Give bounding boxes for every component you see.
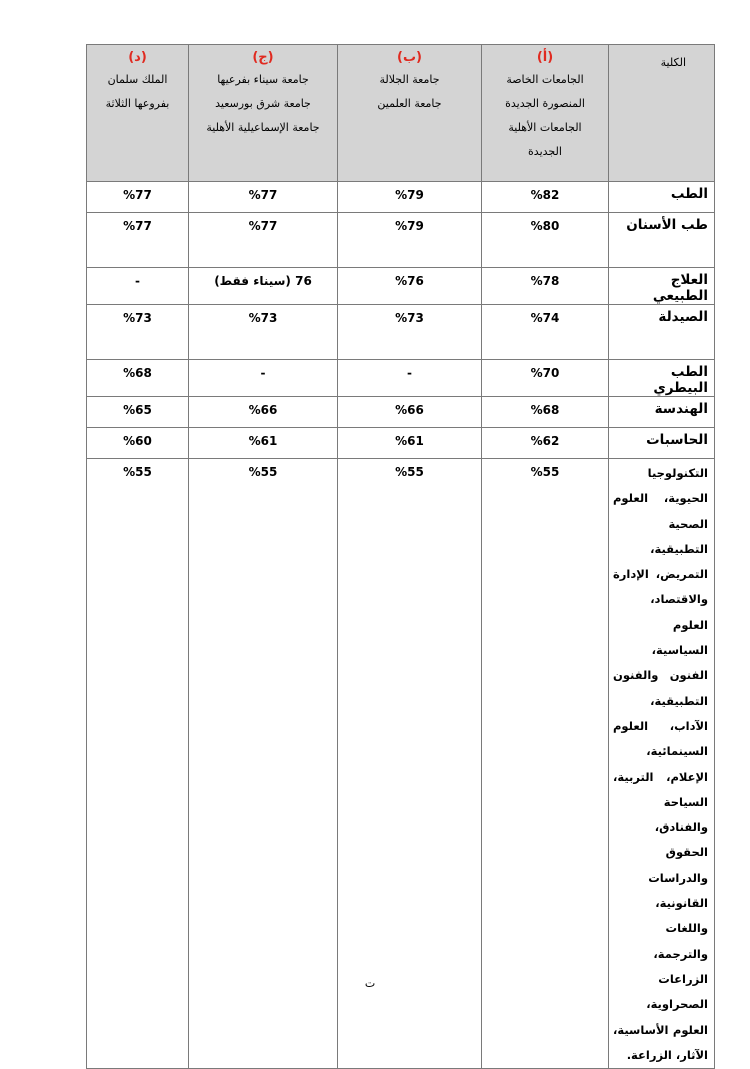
column-letter: (د) <box>128 50 147 65</box>
value-cell: %68 <box>87 360 189 397</box>
header-line: جامعة شرق بورسعيد <box>215 97 311 110</box>
value-cell: %65 <box>87 397 189 428</box>
value-cell: %68 <box>482 397 609 428</box>
value-cell: %60 <box>87 428 189 459</box>
value-cell: %80 <box>482 213 609 268</box>
value-cell: - <box>189 360 338 397</box>
value-cell: %61 <box>338 428 482 459</box>
value-cell: %82 <box>482 182 609 213</box>
table-header-row <box>87 45 715 182</box>
header-line: الجامعات الأهلية <box>508 121 582 134</box>
value-cell: %70 <box>482 360 609 397</box>
faculty-cell: الحاسبات <box>609 428 715 459</box>
value-cell: %74 <box>482 305 609 360</box>
faculty-cell: الصيدلة <box>609 305 715 360</box>
header-line: جامعة الجلالة <box>379 73 440 86</box>
column-letter: (ج) <box>252 50 274 65</box>
faculty-cell: الطب <box>609 182 715 213</box>
column-letter: (ب) <box>397 50 422 65</box>
header-line: جامعة سيناء بفرعيها <box>217 73 309 86</box>
value-cell: %55 <box>189 459 338 1069</box>
faculty-cell: الطب البيطري <box>609 360 715 397</box>
table-row <box>87 397 715 428</box>
value-cell: %73 <box>338 305 482 360</box>
header-faculty: الكلية <box>609 45 715 182</box>
header-line: الجامعات الخاصة <box>506 73 584 86</box>
table-row <box>87 305 715 360</box>
value-cell: %66 <box>338 397 482 428</box>
header-line: جامعة الإسماعيلية الأهلية <box>206 121 320 134</box>
table-row <box>87 459 715 1069</box>
table-row <box>87 213 715 268</box>
value-cell: %77 <box>189 182 338 213</box>
value-cell: %79 <box>338 182 482 213</box>
value-cell: %73 <box>87 305 189 360</box>
faculty-cell: الهندسة <box>609 397 715 428</box>
value-cell: %77 <box>189 213 338 268</box>
table-row <box>87 268 715 305</box>
value-cell: %79 <box>338 213 482 268</box>
header-line: جامعة العلمين <box>377 97 442 110</box>
page-number: ت <box>364 977 376 990</box>
header-line: الجديدة <box>528 145 562 158</box>
table-row <box>87 428 715 459</box>
admission-table-container <box>86 44 714 1069</box>
value-cell: %55 <box>482 459 609 1069</box>
header-line: الملك سلمان <box>107 73 168 86</box>
value-cell: - <box>338 360 482 397</box>
value-cell: %55 <box>87 459 189 1069</box>
admission-table <box>86 44 715 1069</box>
value-cell: 76 (سيناء فقط) <box>189 268 338 305</box>
value-cell: %78 <box>482 268 609 305</box>
header-line: بفروعها الثلاثة <box>105 97 170 110</box>
value-cell: %77 <box>87 213 189 268</box>
value-cell: - <box>87 268 189 305</box>
header-column-a <box>482 45 609 182</box>
table-row <box>87 182 715 213</box>
value-cell: %66 <box>189 397 338 428</box>
column-letter: (أ) <box>536 50 554 65</box>
faculty-cell: العلاج الطبيعي <box>609 268 715 305</box>
faculty-cell: طب الأسنان <box>609 213 715 268</box>
value-cell: %55 <box>338 459 482 1069</box>
value-cell: %77 <box>87 182 189 213</box>
faculty-cell-long: التكنولوجيا الحيوية، العلوم الصحية التطبيقية، التمريض، الإدارة والاقتصاد، العلوم السياسية، الفنون والفنون التطبيقية، الآداب، العلوم السينمائية، الإعلام، التربية، السياحة والفنادق، الحقوق والدراسات القانونية، واللغات والترجمة، الزراعات الصحراوية، العلوم الأساسية، الآثار، الزراعة. <box>609 459 715 1069</box>
value-cell: %61 <box>189 428 338 459</box>
header-column-d <box>87 45 189 182</box>
table-row <box>87 360 715 397</box>
header-column-c <box>189 45 338 182</box>
header-column-b <box>338 45 482 182</box>
value-cell: %76 <box>338 268 482 305</box>
value-cell: %62 <box>482 428 609 459</box>
value-cell: %73 <box>189 305 338 360</box>
header-line: المنصورة الجديدة <box>505 97 585 110</box>
